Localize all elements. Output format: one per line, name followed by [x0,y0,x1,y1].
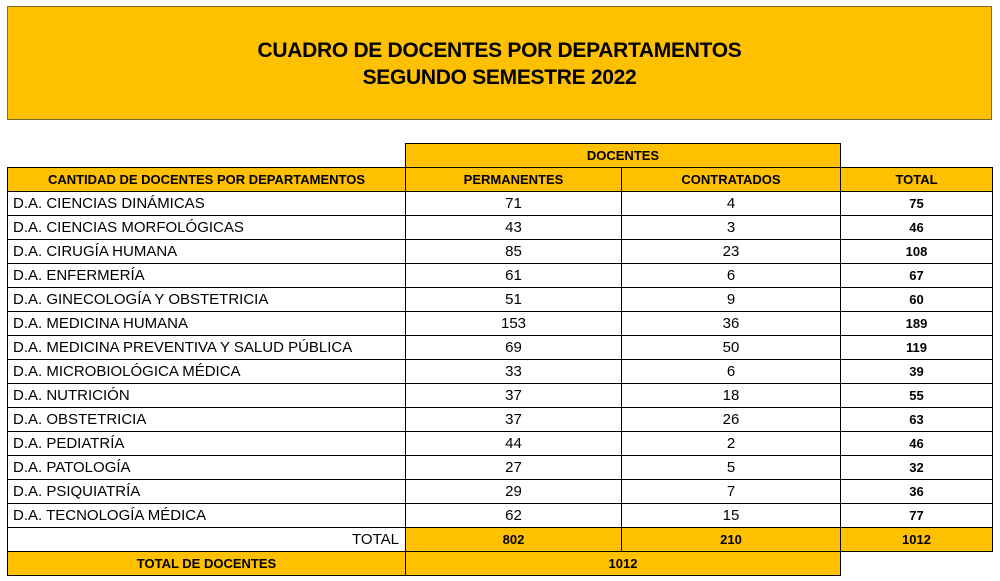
table-row-total: 60 [840,287,993,312]
header-department: CANTIDAD DE DOCENTES POR DEPARTAMENTOS [7,167,406,192]
table-row-contracted: 15 [621,503,841,528]
totals-permanent: 802 [405,527,622,552]
table-row-permanent: 44 [405,431,622,456]
table-row-contracted: 5 [621,455,841,480]
header-permanent: PERMANENTES [405,167,622,192]
table-row-total: 63 [840,407,993,432]
table-row-department: D.A. MICROBIOLÓGICA MÉDICA [7,359,406,384]
table-row-permanent: 43 [405,215,622,240]
table-row-contracted: 26 [621,407,841,432]
header-total: TOTAL [840,167,993,192]
table-row-permanent: 71 [405,191,622,216]
table-row-permanent: 29 [405,479,622,504]
totals-total: 1012 [840,527,993,552]
table-row-total: 39 [840,359,993,384]
table-row-contracted: 6 [621,359,841,384]
table-row-department: D.A. GINECOLOGÍA Y OBSTETRICIA [7,287,406,312]
title-banner [7,6,992,120]
table-row-contracted: 23 [621,239,841,264]
table-row-total: 32 [840,455,993,480]
table-row-contracted: 9 [621,287,841,312]
table-row-total: 36 [840,479,993,504]
table-row-permanent: 62 [405,503,622,528]
table-row-total: 46 [840,431,993,456]
table-row-total: 55 [840,383,993,408]
table-row-department: D.A. PSIQUIATRÍA [7,479,406,504]
table-row-department: D.A. CIRUGÍA HUMANA [7,239,406,264]
table-row-department: D.A. CIENCIAS MORFOLÓGICAS [7,215,406,240]
table-row-permanent: 33 [405,359,622,384]
table-row-permanent: 37 [405,383,622,408]
table-row-permanent: 37 [405,407,622,432]
table-row-permanent: 27 [405,455,622,480]
table-row-total: 75 [840,191,993,216]
grand-total-label: TOTAL DE DOCENTES [7,551,406,576]
table-row-total: 46 [840,215,993,240]
table-row-department: D.A. CIENCIAS DINÁMICAS [7,191,406,216]
table-row-permanent: 69 [405,335,622,360]
table-row-department: D.A. MEDICINA PREVENTIVA Y SALUD PÚBLICA [7,335,406,360]
table-row-contracted: 4 [621,191,841,216]
table-row-department: D.A. NUTRICIÓN [7,383,406,408]
table-row-contracted: 3 [621,215,841,240]
table-row-contracted: 6 [621,263,841,288]
table-row-department: D.A. TECNOLOGÍA MÉDICA [7,503,406,528]
table-row-contracted: 50 [621,335,841,360]
table-row-total: 77 [840,503,993,528]
table-row-total: 67 [840,263,993,288]
table-row-department: D.A. PEDIATRÍA [7,431,406,456]
table-row-permanent: 61 [405,263,622,288]
title-line-2: SEGUNDO SEMESTRE 2022 [362,66,637,89]
title-line-1: CUADRO DE DOCENTES POR DEPARTAMENTOS [257,39,742,62]
totals-contracted: 210 [621,527,841,552]
table-row-permanent: 153 [405,311,622,336]
table-row-total: 119 [840,335,993,360]
table-row-contracted: 7 [621,479,841,504]
table-row-permanent: 51 [405,287,622,312]
table-row-contracted: 18 [621,383,841,408]
table-row-contracted: 36 [621,311,841,336]
table-row-total: 189 [840,311,993,336]
table-row-permanent: 85 [405,239,622,264]
header-contracted: CONTRATADOS [621,167,841,192]
table-row-department: D.A. OBSTETRICIA [7,407,406,432]
docentes-group-header: DOCENTES [405,143,841,168]
table-row-department: D.A. ENFERMERÍA [7,263,406,288]
grand-total-value: 1012 [405,551,841,576]
table-row-total: 108 [840,239,993,264]
table-row-contracted: 2 [621,431,841,456]
totals-label: TOTAL [7,527,406,552]
table-row-department: D.A. PATOLOGÍA [7,455,406,480]
table-row-department: D.A. MEDICINA HUMANA [7,311,406,336]
